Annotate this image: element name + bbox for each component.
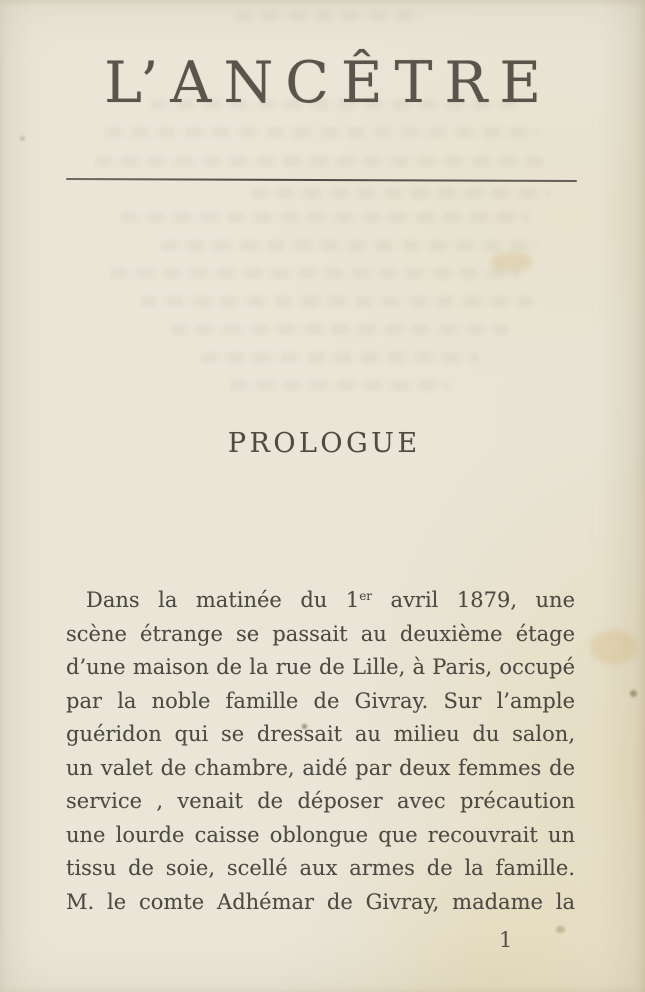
text-line-post: avril 1879, une — [372, 588, 575, 612]
showthrough-ghost-line — [230, 380, 450, 391]
foxing-spot — [490, 252, 532, 272]
text-line: par la noble famille de Givray. Sur l’ample — [66, 688, 575, 713]
showthrough-ghost-line — [235, 10, 420, 21]
foxing-spot — [590, 630, 638, 664]
text-line: une lourde caisse oblongue que recouvrait un — [66, 822, 575, 847]
showthrough-ghost-line — [140, 296, 535, 307]
showthrough-ghost-line — [110, 268, 520, 279]
prologue-heading: PROLOGUE — [227, 428, 421, 459]
showthrough-ghost-line — [105, 127, 540, 138]
text-line: service , venait de déposer avec précaution — [66, 789, 575, 813]
text-line: d’une maison de la rue de Lille, à Paris, occupé — [66, 655, 575, 679]
text-line-pre: Dans la matinée du 1 — [86, 588, 360, 612]
page-number: 1 — [499, 928, 513, 952]
showthrough-ghost-line — [160, 240, 540, 251]
foxing-spot — [556, 926, 565, 933]
text-line — [66, 584, 575, 618]
showthrough-ghost-line — [95, 156, 545, 167]
showthrough-ghost-line — [250, 188, 550, 199]
title-rule — [66, 178, 577, 182]
body-paragraph — [66, 584, 575, 919]
showthrough-ghost-line — [170, 324, 510, 335]
text-line: M. le comte Adhémar de Givray, madame la — [66, 889, 575, 914]
showthrough-ghost-line — [120, 212, 530, 223]
text-line: scène étrange se passait au deuxième étage — [66, 621, 575, 646]
foxing-spot — [630, 690, 637, 697]
book-title: L’ANCÊTRE — [104, 50, 553, 116]
text-line: tissu de soie, scellé aux armes de la famille. — [66, 856, 575, 880]
text-line: un valet de chambre, aidé par deux femmes de — [66, 755, 575, 780]
text-line: guéridon qui se dressait au milieu du salon, — [66, 722, 575, 746]
foxing-spot — [20, 136, 25, 141]
showthrough-ghost-line — [200, 352, 480, 363]
ordinal-superscript: er — [359, 589, 373, 603]
